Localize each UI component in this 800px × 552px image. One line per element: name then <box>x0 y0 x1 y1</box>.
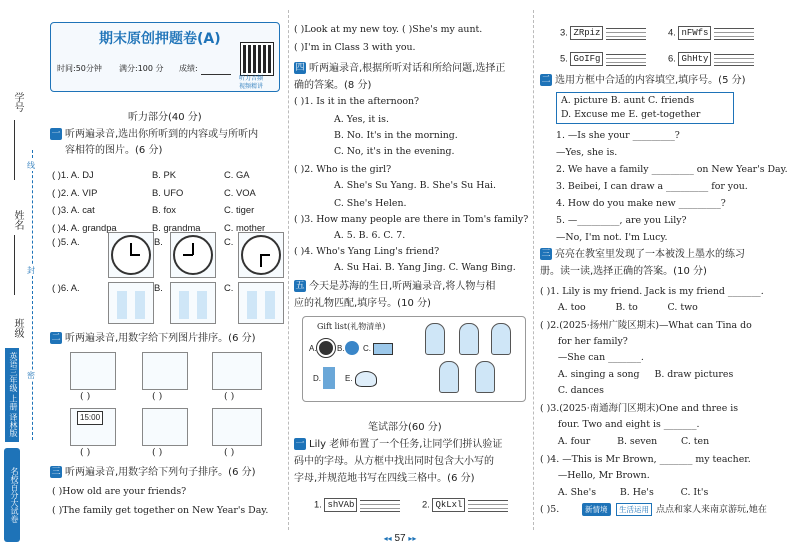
sentence-item: ( )I'm in Class 3 with you. <box>294 42 416 53</box>
seal-char-1: 线 <box>27 161 35 170</box>
scene-picture-5 <box>142 408 188 446</box>
section-5-num: 五 <box>295 281 305 291</box>
next-arrow-icon: ▸▸ <box>408 534 417 543</box>
clock-picture-a <box>108 232 154 278</box>
option: A. Su Hai. B. Yang Jing. C. Wang Bing. <box>334 262 516 273</box>
s1-row: ( )3. A. cat B. fox C. tiger <box>52 204 255 215</box>
student-id-label: 学号 <box>12 92 23 112</box>
scene-picture-6 <box>212 408 262 446</box>
people-picture-c <box>238 282 284 324</box>
answer-blank[interactable]: ( ) <box>224 447 235 458</box>
seal-line <box>32 150 33 440</box>
choice-line: ( )3.(2025·南通海门区期末)One and three is <box>540 403 739 414</box>
page-title: 期末原创押题卷(A) <box>99 31 221 47</box>
s1-rows <box>52 166 282 236</box>
section-c2-num: 二 <box>541 75 551 85</box>
section-1-heading <box>50 127 258 159</box>
section-2-heading <box>50 332 256 345</box>
name-line <box>14 235 15 295</box>
writing-section-1-num: 一 <box>295 439 305 449</box>
column-divider <box>288 10 290 530</box>
code-box: shVAb <box>324 498 357 512</box>
page-footer <box>370 533 430 547</box>
clock-icon <box>173 235 213 275</box>
page-number: 57 <box>394 533 406 544</box>
code-item-4: 4. nFWfs <box>668 26 754 40</box>
column-1 <box>46 0 286 540</box>
q6-label: ( )6. A. <box>52 282 80 293</box>
section-5-text-2: 应的礼物匹配,填序号。(10 分) <box>294 298 431 309</box>
choice-line: C. dances <box>540 385 604 396</box>
score-label: 满分:100 分 <box>119 64 164 73</box>
book-label: 英语三年级 上册 译林版 <box>5 348 19 442</box>
section-1-text-2: 容相符的图片。(6 分) <box>65 145 163 156</box>
name-label: 姓名 <box>12 210 23 230</box>
qr-caption-1: 听力音频 <box>239 75 264 82</box>
question: ( )2. Who is the girl? <box>294 164 392 175</box>
answer-blank[interactable]: ( ) <box>152 391 163 402</box>
section-c3-heading <box>540 246 745 280</box>
code-item-2: 2. QkLxl <box>422 498 508 512</box>
choice-line: ( )4. —This is Mr Brown, _______ my teacher. <box>540 454 751 465</box>
sentence-item: ( )The family get together on New Year's Day. <box>52 505 269 516</box>
choice-line: ( )5. <box>540 504 560 515</box>
scene-picture-4 <box>70 408 116 446</box>
sentence-item: ( )Look at my new toy. ( )She's my aunt. <box>294 24 483 35</box>
q5-label: ( )5. A. <box>52 236 80 247</box>
writing-lines[interactable] <box>606 26 646 40</box>
result-label: 成绩: <box>179 64 198 73</box>
panda-icon <box>317 339 335 357</box>
option: A. 5. B. 6. C. 7. <box>334 230 406 241</box>
code-box: GoIFg <box>570 52 603 66</box>
section-3-heading <box>50 466 256 479</box>
column-3 <box>540 0 788 540</box>
code-box: QkLxl <box>432 498 465 512</box>
code-box: ZRpiz <box>570 26 603 40</box>
section-2-text: 听两遍录音,用数字给下列图片排序。(6 分) <box>65 333 256 344</box>
section-4-heading <box>294 60 505 94</box>
word-box-line-1: A. picture B. aunt C. friends <box>561 95 695 106</box>
fill-item: 4. How do you make new _________? <box>556 198 726 209</box>
choice-line: —Hello, Mr Brown. <box>540 470 650 481</box>
clock-icon <box>241 235 281 275</box>
option: C. No, it's in the evening. <box>334 146 455 157</box>
prev-arrow-icon: ◂◂ <box>383 534 392 543</box>
code-box: GhHty <box>678 52 711 66</box>
fill-item: 5. —_________, are you Lily? <box>556 215 687 226</box>
writing-lines[interactable] <box>714 26 754 40</box>
option: B. No. It's in the morning. <box>334 130 458 141</box>
writing-section-1-text-2: 码中的字母。从方框中找出同时包含大小写的 <box>294 456 494 467</box>
writing-section-1-text-3: 字母,并规范地书写在四线三格中。(6 分) <box>294 473 475 484</box>
fill-item: —Yes, she is. <box>556 147 618 158</box>
code-item-6: 6. GhHty <box>668 52 754 66</box>
seal-char-2: 封 <box>27 266 35 275</box>
answer-blank[interactable]: ( ) <box>152 447 163 458</box>
fill-item: 3. Beibei, I can draw a _________ for you. <box>556 181 748 192</box>
writing-lines[interactable] <box>360 498 400 512</box>
section-c3-num: 三 <box>541 249 551 259</box>
teapot-icon <box>355 371 377 387</box>
tag-new-context: 新情境 <box>582 503 611 516</box>
person-5 <box>475 361 495 393</box>
class-label: 班级 <box>12 318 23 338</box>
robot-icon <box>323 367 335 389</box>
gift-panel <box>302 316 526 402</box>
seal-char-3: 密 <box>27 371 35 380</box>
section-4-text-1: 听两遍录音,根据所听对话和所给问题,选择正 <box>309 63 506 74</box>
choice-line: A. singing a song B. draw pictures <box>540 369 734 380</box>
answer-blank[interactable]: ( ) <box>80 391 91 402</box>
section-c2-text: 选用方框中合适的内容填空,填序号。(5 分) <box>555 75 746 86</box>
option: A. Yes, it is. <box>334 114 389 125</box>
section-1-text-1: 听两遍录音,选出你所听到的内容或与所听内 <box>65 129 259 140</box>
answer-blank[interactable]: ( ) <box>80 447 91 458</box>
gift-c: C. <box>363 344 371 353</box>
choice-line: for her family? <box>540 336 628 347</box>
section-5-text-1: 今天是苏海的生日,听两遍录音,将人物与相 <box>309 281 496 292</box>
person-3 <box>491 323 511 355</box>
scene-picture-3 <box>212 352 262 390</box>
word-box-line-2: D. Excuse me E. get-together <box>561 109 701 120</box>
clock-icon <box>111 235 151 275</box>
clock-picture-b <box>170 232 216 278</box>
choice-line: four. Two and eight is _______. <box>540 419 700 430</box>
ball-icon <box>345 341 359 355</box>
writing-section-1-heading <box>294 436 502 487</box>
section-4-text-2: 确的答案。(8 分) <box>294 80 372 91</box>
code-item-5: 5. GoIFg <box>560 52 646 66</box>
q6-b-label: B. <box>154 282 163 293</box>
scene-picture-1 <box>70 352 116 390</box>
sidebar <box>0 0 42 552</box>
choice-line: —She can _______. <box>540 352 644 363</box>
gift-a: A. <box>309 344 317 353</box>
gift-e: E. <box>345 374 353 383</box>
writing-lines[interactable] <box>606 52 646 66</box>
header-box <box>50 22 280 92</box>
writing-lines[interactable] <box>468 498 508 512</box>
id-line <box>14 120 15 180</box>
fill-item: 2. We have a family _________ on New Year's Day. <box>556 164 788 175</box>
book-icon <box>373 343 393 355</box>
section-4-num: 四 <box>295 63 305 73</box>
column-2 <box>294 0 530 540</box>
option: A. She's Su Yang. B. She's Su Hai. <box>334 180 497 191</box>
answer-blank[interactable]: ( ) <box>224 391 235 402</box>
word-box <box>556 92 734 124</box>
section-5-heading <box>294 278 495 312</box>
code-item-3: 3. ZRpiz <box>560 26 646 40</box>
gift-b: B. <box>337 344 345 353</box>
question: ( )4. Who's Yang Ling's friend? <box>294 246 440 257</box>
gift-d: D. <box>313 374 321 383</box>
person-2 <box>459 323 479 355</box>
listening-title: 听力部分(40 分) <box>128 112 202 123</box>
gift-list-title: Gift list(礼物清单) <box>317 322 386 331</box>
choice-line: A. four B. seven C. ten <box>540 436 710 447</box>
q5-b-label: B. <box>154 236 163 247</box>
section-c2-heading <box>540 74 746 87</box>
section-3-num: 三 <box>51 467 61 477</box>
q6-c-label: C. <box>224 282 234 293</box>
result-line <box>201 74 231 75</box>
question: ( )3. How many people are there in Tom's family? <box>294 214 529 225</box>
q5-c-label: C. <box>224 236 234 247</box>
section-1-num: 一 <box>51 129 61 139</box>
choice-line: ( )2.(2025·扬州广陵区期末)—What can Tina do <box>540 320 752 331</box>
person-1 <box>425 323 445 355</box>
code-item-1: 1. shVAb <box>314 498 400 512</box>
writing-title: 笔试部分(60 分) <box>368 422 442 433</box>
tag-life-use: 生活运用 <box>616 503 652 516</box>
choice-line: ( )1. Lily is my friend. Jack is my friend _______. <box>540 286 764 297</box>
column-divider <box>533 10 535 530</box>
qr-caption-2: 视频精讲 <box>239 83 264 90</box>
question: ( )1. Is it in the afternoon? <box>294 96 420 107</box>
section-3-text: 听两遍录音,用数字给下列句子排序。(6 分) <box>65 467 256 478</box>
person-4 <box>439 361 459 393</box>
option: C. She's Helen. <box>334 198 407 209</box>
fill-item: 1. —Is she your _________? <box>556 130 680 141</box>
qr-code-icon <box>241 43 273 75</box>
people-picture-b <box>170 282 216 324</box>
time-label: 时间:50分钟 <box>57 64 102 73</box>
series-label: 名校百分大试卷 <box>4 448 20 542</box>
people-picture-a <box>108 282 154 324</box>
clock-picture-c <box>238 232 284 278</box>
s1-row: ( )4. A. grandpa B. grandma C. mother <box>52 221 266 233</box>
item-5-text: 点点和家人来南京游玩,她在 <box>656 505 767 515</box>
choice-line: A. too B. to C. two <box>540 302 698 313</box>
writing-section-1-text-1: Lily 老师布置了一个任务,让同学们拼认验证 <box>309 439 503 450</box>
scene-picture-2 <box>142 352 188 390</box>
section-2-num: 二 <box>51 333 61 343</box>
section-c3-text-2: 册。读一读,选择正确的答案。(10 分) <box>540 266 707 277</box>
writing-lines[interactable] <box>714 52 754 66</box>
fill-item: —No, I'm not. I'm Lucy. <box>556 232 668 243</box>
sentence-item: ( )How old are your friends? <box>52 486 187 497</box>
choice-line: A. She's B. He's C. It's <box>540 487 709 498</box>
s1-row: ( )2. A. VIP B. UFO C. VOA <box>52 186 256 198</box>
s1-row: ( )1. A. DJ B. PK C. GA <box>52 169 250 180</box>
section-c3-text-1: 亮亮在教室里发现了一本被泼上墨水的练习 <box>555 249 745 260</box>
clock-time-label: 15:00 <box>77 411 103 425</box>
code-box: nFWfs <box>678 26 711 40</box>
